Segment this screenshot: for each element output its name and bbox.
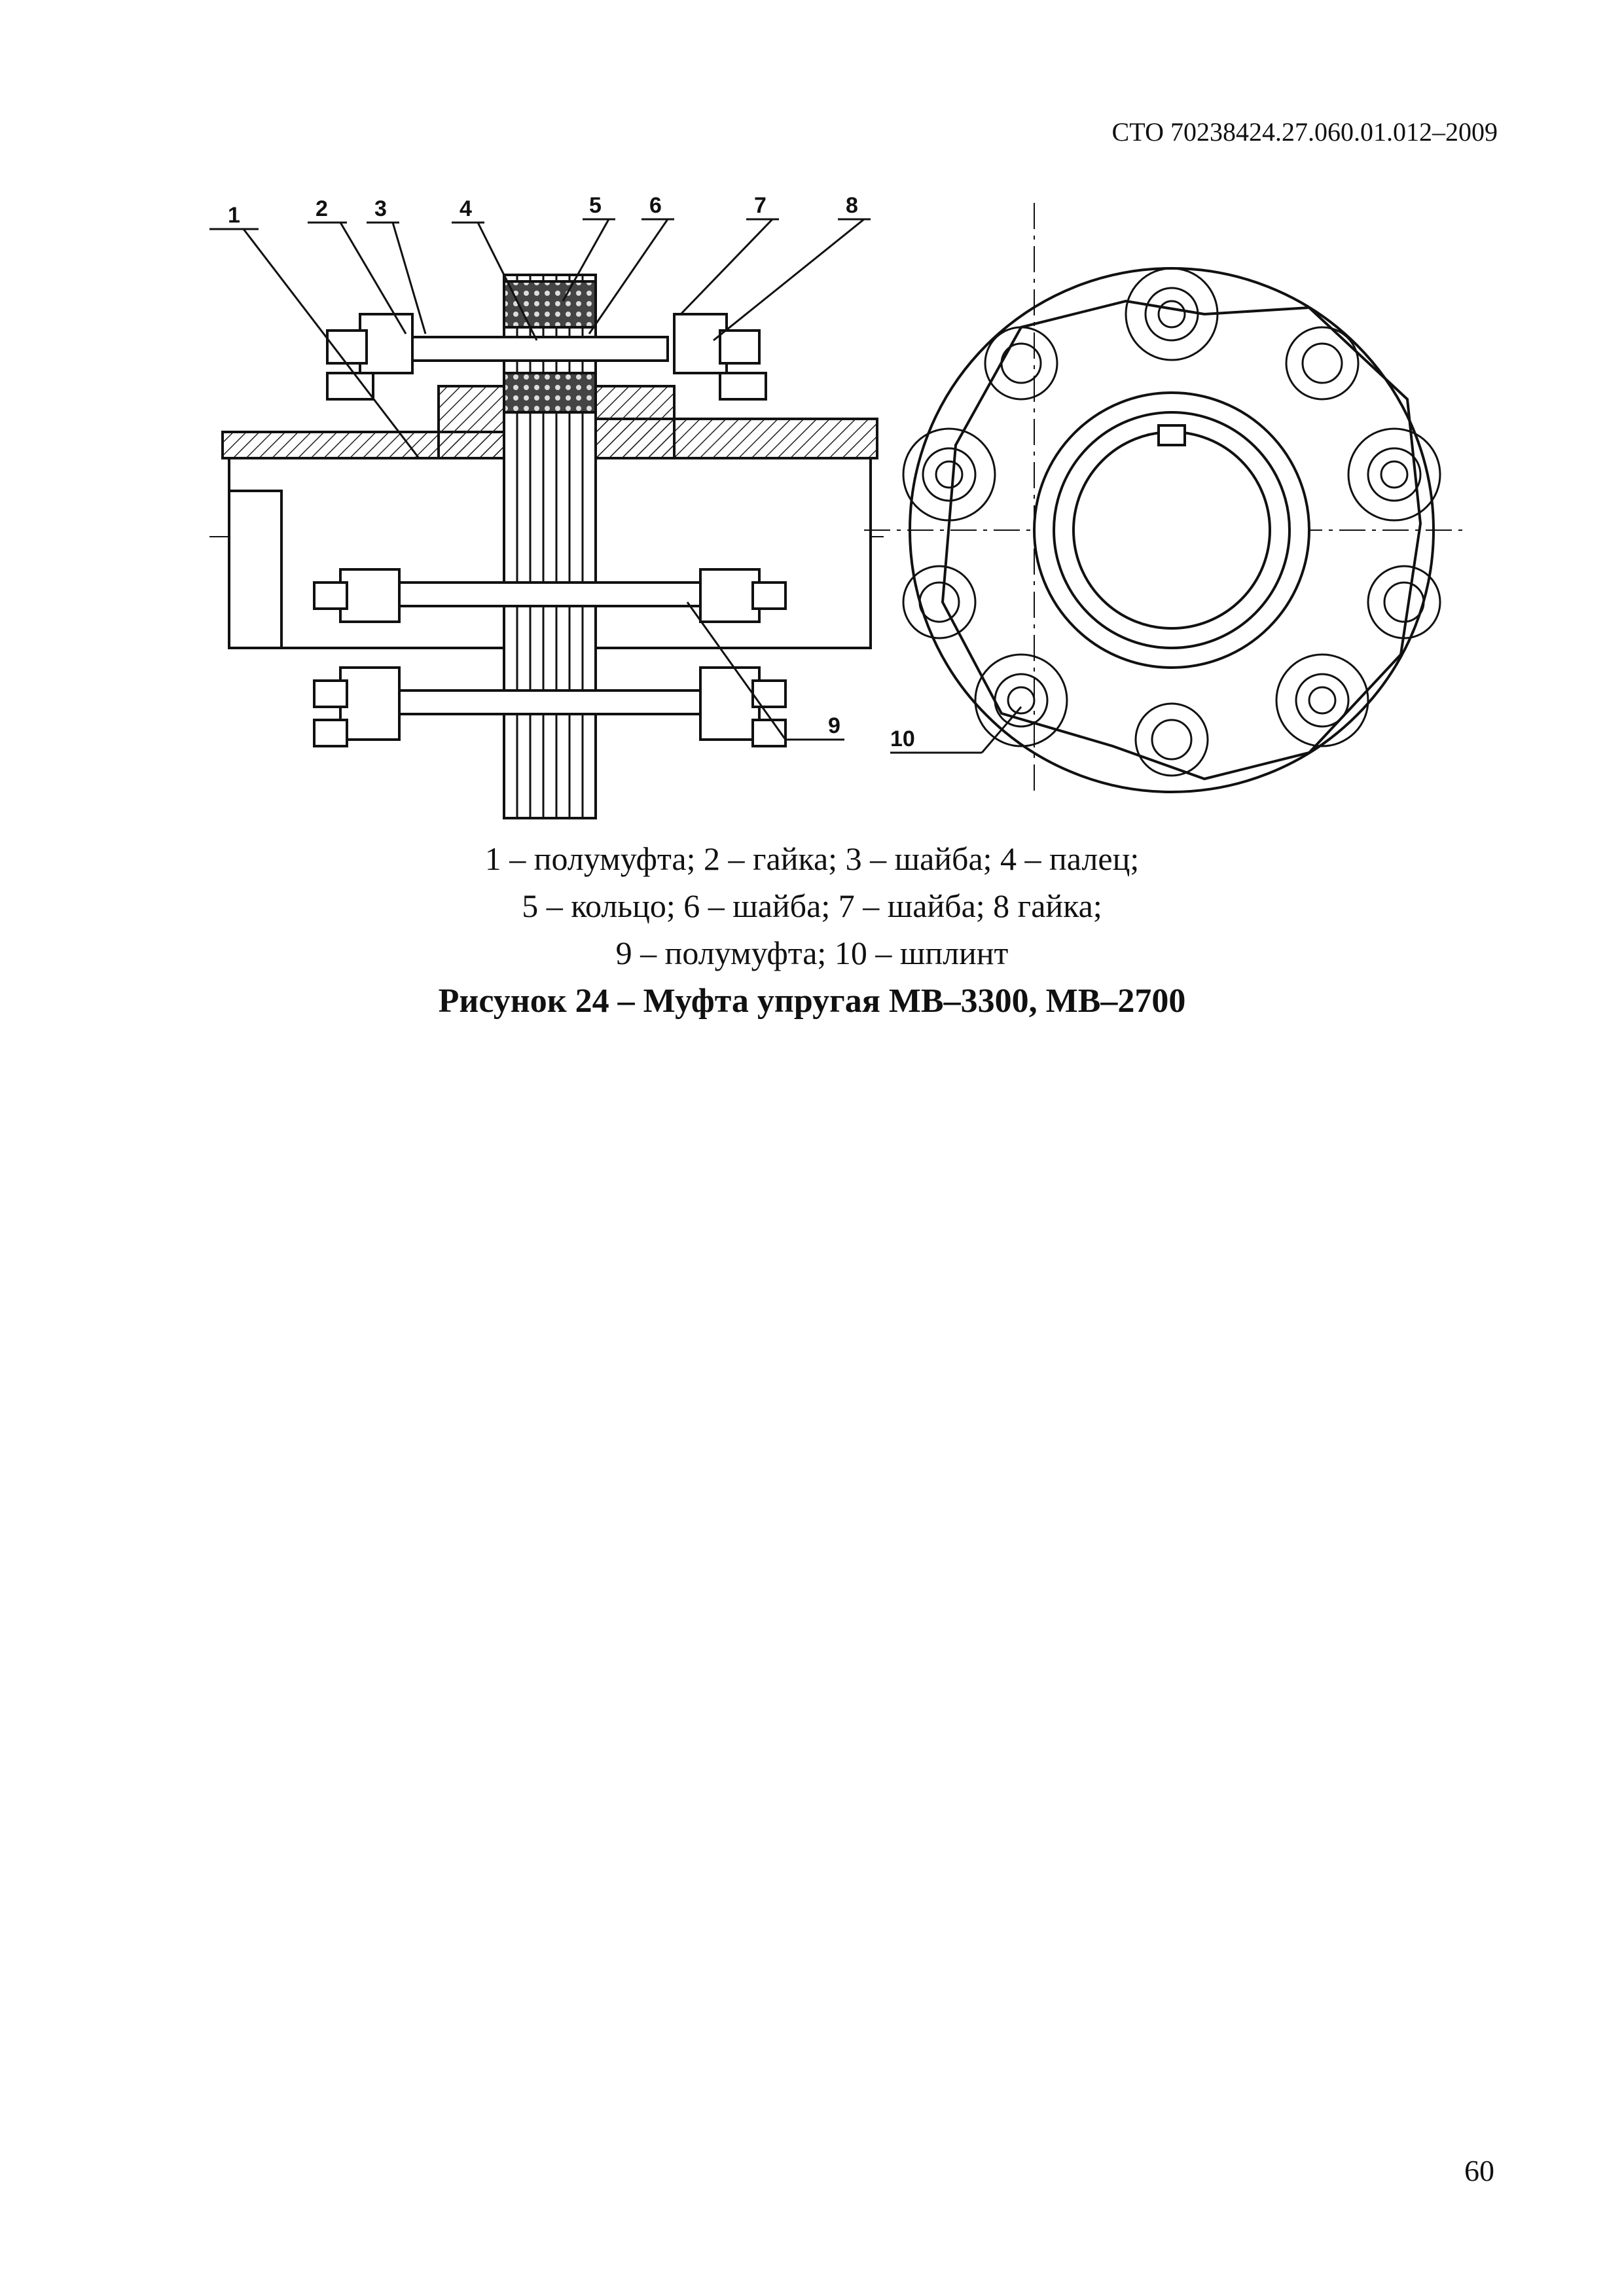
part-label-5: 5 xyxy=(589,193,602,218)
part-label-10: 10 xyxy=(890,726,915,751)
part-label-2: 2 xyxy=(316,196,328,221)
part-label-8: 8 xyxy=(846,193,858,218)
part-label-6: 6 xyxy=(649,193,662,218)
document-code: СТО 70238424.27.060.01.012–2009 xyxy=(1111,117,1498,147)
legend-line-3: 9 – полумуфта; 10 – шплинт xyxy=(615,935,1009,971)
coupling-drawing-svg xyxy=(196,183,1499,831)
part-label-4: 4 xyxy=(460,196,472,221)
part-label-9: 9 xyxy=(828,713,840,738)
coupling-drawing xyxy=(196,183,1499,831)
page-number: 60 xyxy=(1464,2154,1494,2187)
side-view xyxy=(209,219,890,818)
end-view xyxy=(864,203,1466,792)
figure-title: Рисунок 24 – Муфта упругая МВ–3300, МВ–2700 xyxy=(438,982,1186,1020)
part-label-7: 7 xyxy=(754,193,767,218)
legend-line-2: 5 – кольцо; 6 – шайба; 7 – шайба; 8 гайка; xyxy=(522,888,1102,924)
figure-caption xyxy=(0,835,1624,1026)
legend-line-1: 1 – полумуфта; 2 – гайка; 3 – шайба; 4 – палец; xyxy=(484,840,1140,877)
part-label-1: 1 xyxy=(228,203,240,228)
part-label-3: 3 xyxy=(374,196,387,221)
